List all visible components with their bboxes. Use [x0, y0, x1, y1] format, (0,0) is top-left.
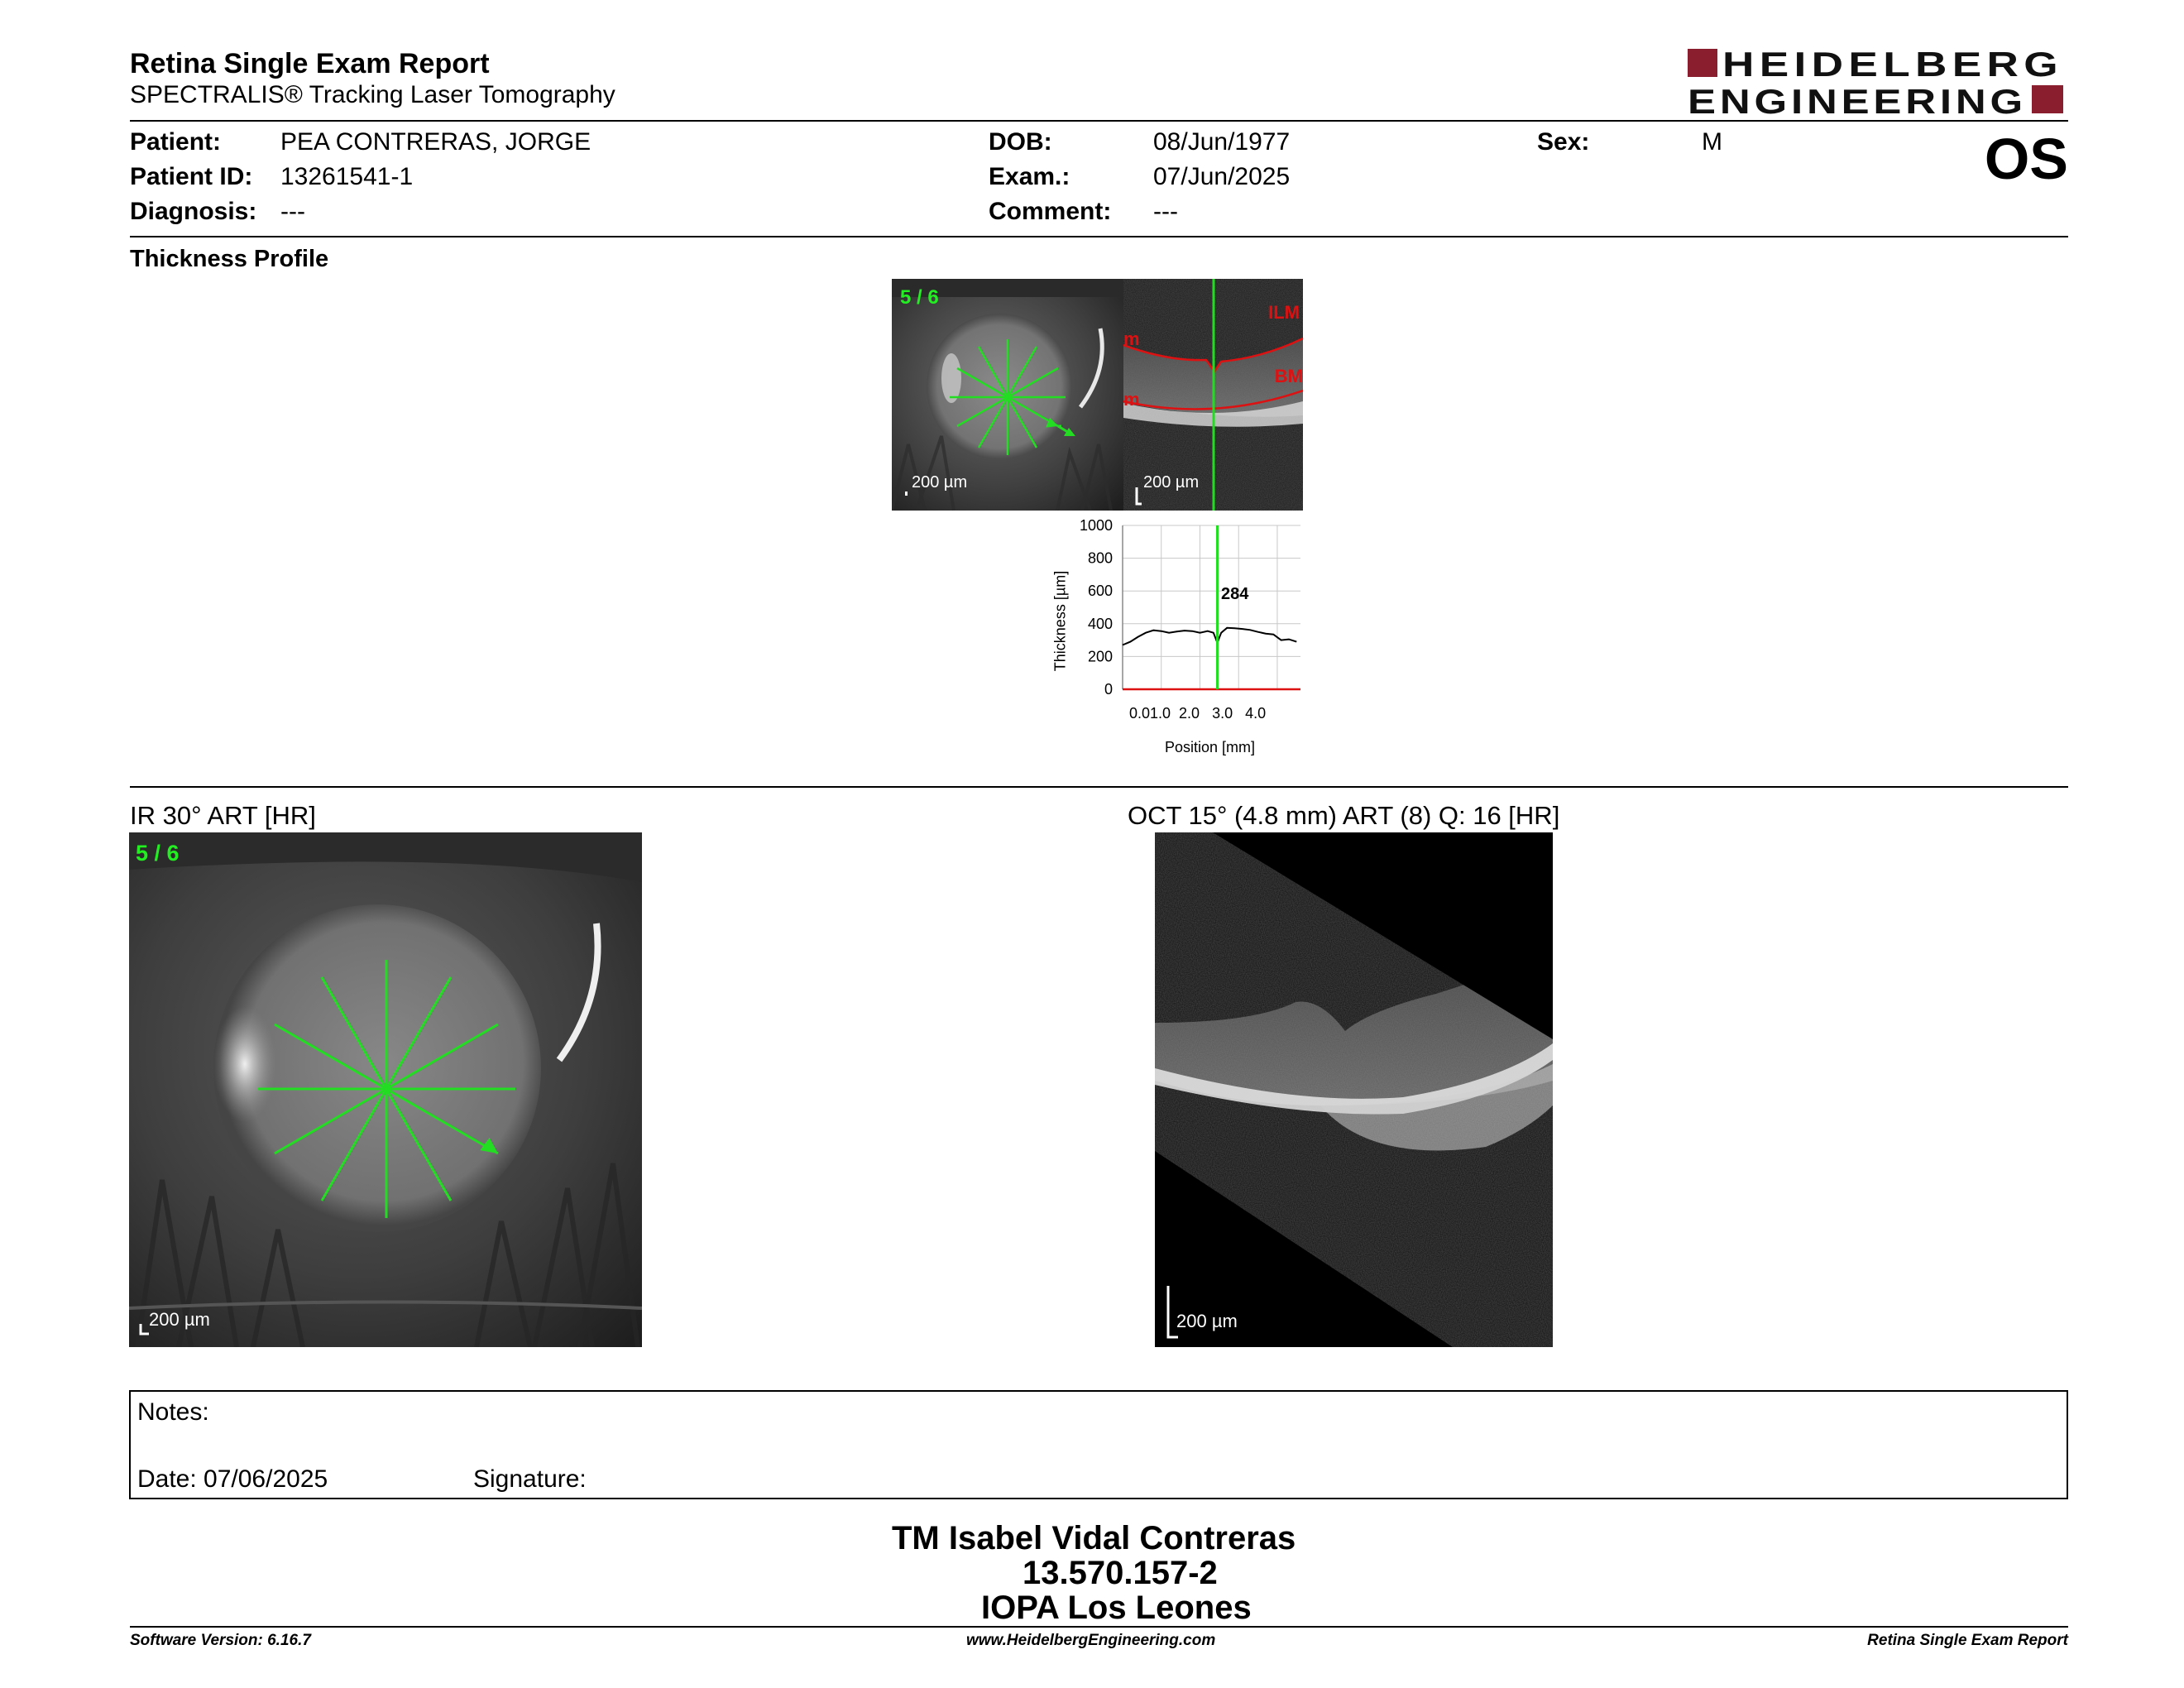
thickness-profile-title: Thickness Profile: [130, 246, 329, 272]
oct-image-title: OCT 15° (4.8 mm) ART (8) Q: 16 [HR]: [1128, 801, 1560, 830]
logo-line1: HEIDELBERG: [1722, 46, 2063, 84]
oct-scale-label: 200 µm: [1176, 1311, 1238, 1331]
y-tick-label: 800: [1087, 549, 1113, 567]
patient-label: Patient:: [130, 128, 222, 156]
thickness-chart: [1042, 509, 1315, 765]
bm-label: BM: [1274, 366, 1303, 386]
footer-report-title: Retina Single Exam Report: [1867, 1632, 2068, 1649]
y-tick-label: 600: [1087, 583, 1113, 600]
y-tick-label: 0: [1104, 681, 1113, 698]
y-axis-label: Thickness [µm]: [1051, 570, 1069, 672]
y-tick-label: 200: [1087, 648, 1113, 665]
thumbnail-frame-label: 5 / 6: [900, 286, 939, 309]
logo-line2: ENGINEERING: [1688, 82, 2027, 120]
oct-bscan-image: [1155, 832, 1553, 1347]
ir-frame-label: 5 / 6: [136, 841, 180, 866]
eye-indicator: OS: [1984, 127, 2068, 191]
notes-box: [129, 1390, 2068, 1499]
sex-label: Sex:: [1537, 128, 1590, 156]
exam-label: Exam.:: [989, 163, 1070, 190]
diagnosis-value: ---: [280, 198, 305, 225]
cursor-value-label: 284: [1221, 585, 1249, 603]
software-version: Software Version: 6.16.7: [130, 1632, 311, 1649]
dob-label: DOB:: [989, 128, 1052, 156]
exam-value: 07/Jun/2025: [1153, 163, 1291, 190]
bm-left-label: m: [1123, 389, 1140, 410]
diagnosis-label: Diagnosis:: [130, 198, 257, 225]
dob-value: 08/Jun/1977: [1153, 128, 1291, 156]
patient-id-label: Patient ID:: [130, 163, 253, 190]
x-tick-labels: 0.01.0 2.0 3.0 4.0: [1129, 705, 1267, 722]
exam-date: Date: 07/06/2025: [137, 1465, 328, 1493]
ilm-label: ILM: [1268, 302, 1300, 323]
thickness-oct-thumbnail: [1123, 279, 1303, 511]
signatory-org: IOPA Los Leones: [981, 1590, 1252, 1626]
y-tick-label: 400: [1087, 615, 1113, 632]
report-title: Retina Single Exam Report: [130, 48, 490, 79]
patient-id: 13261541-1: [280, 163, 414, 190]
thickness-series-line: [1123, 628, 1296, 645]
website: www.HeidelbergEngineering.com: [966, 1632, 1216, 1649]
signatory-id: 13.570.157-2: [1023, 1555, 1218, 1591]
signatory-name: TM Isabel Vidal Contreras: [892, 1520, 1296, 1556]
heidelberg-logo: [1688, 46, 2068, 120]
sex-value: M: [1702, 128, 1722, 156]
ir-image-title: IR 30° ART [HR]: [130, 801, 316, 830]
comment-label: Comment:: [989, 198, 1112, 225]
notes-label: Notes:: [137, 1398, 209, 1426]
thumbnail-scale-label: 200 µm: [912, 473, 968, 492]
oct-thumb-scale-label: 200 µm: [1143, 473, 1200, 492]
device-name: SPECTRALIS® Tracking Laser Tomography: [130, 81, 615, 108]
patient-name: PEA CONTRERAS, JORGE: [280, 128, 592, 156]
thickness-ir-thumbnail: [892, 279, 1123, 511]
ir-fundus-image: [129, 832, 642, 1347]
ir-scale-label: 200 µm: [149, 1309, 210, 1330]
y-tick-label: 1000: [1079, 517, 1113, 534]
ilm-left-label: m: [1123, 328, 1140, 349]
signature-label: Signature:: [473, 1465, 587, 1493]
x-axis-label: Position [mm]: [1165, 739, 1256, 755]
comment-value: ---: [1153, 198, 1178, 225]
